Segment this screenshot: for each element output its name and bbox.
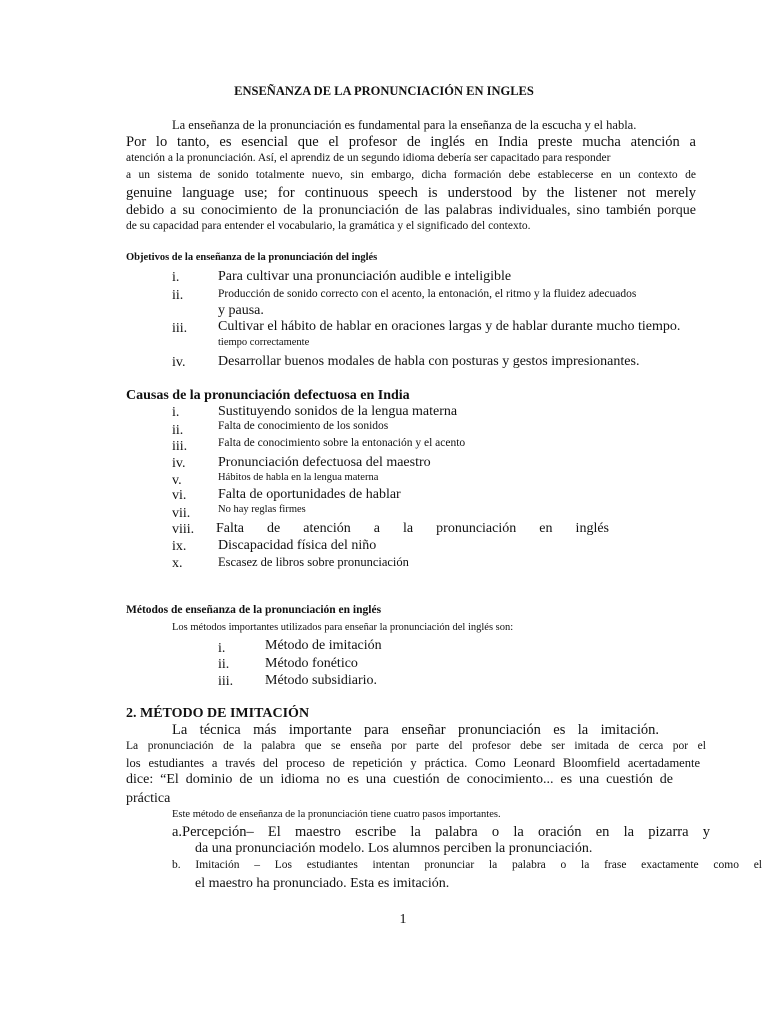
objetivos-heading: Objetivos de la enseñanza de la pronunciación del inglés [126,252,378,263]
objetivo-text-2: Producción de sonido correcto con el acento, la entonación, el ritmo y la fluidez adecuados [218,288,637,300]
metodo-num-1: i. [218,641,226,656]
causa-text-10: Escasez de libros sobre pronunciación [218,555,409,569]
objetivo-text-4: Desarrollar buenos modales de habla con posturas y gestos impresionantes. [218,354,640,369]
document-title: ENSEÑANZA DE LA PRONUNCIACIÓN EN INGLES [234,84,534,98]
objetivo-num-3: iii. [172,321,188,336]
causa-text-1: Sustituyendo sonidos de la lengua materna [218,404,458,419]
causa-num-1: i. [172,405,180,420]
imitacion-line-1: La técnica más importante para enseñar pronunciación es la imitación. [172,722,659,738]
paso-percepcion: a.Percepción– El maestro escribe la palabra o la oración en la pizarra y [172,824,710,840]
page-number: 1 [399,912,407,927]
causa-text-7: No hay reglas firmes [218,504,306,515]
paso-percepcion-cont: da una pronunciación modelo. Los alumnos perciben la pronunciación. [195,841,593,856]
imitacion-heading: 2. MÉTODO DE IMITACIÓN [126,706,310,721]
causa-num-3: iii. [172,439,188,454]
metodos-intro: Los métodos importantes utilizados para enseñar la pronunciación del inglés son: [172,622,514,633]
metodo-num-2: ii. [218,657,230,672]
objetivo-cont-3: tiempo correctamente [218,337,310,348]
causa-num-10: x. [172,556,183,571]
imitacion-line-2: La pronunciación de la palabra que se enseña por parte del profesor debe ser imitada de cerca por el [126,740,706,752]
causa-text-3: Falta de conocimiento sobre la entonación y el acento [218,437,466,449]
imitacion-line-6: Este método de enseñanza de la pronunciación tiene cuatro pasos importantes. [172,809,501,820]
causa-num-4: iv. [172,456,186,471]
metodo-text-1: Método de imitación [265,638,382,653]
causa-num-5: v. [172,473,182,488]
causa-num-9: ix. [172,539,187,554]
paso-imitacion: b. Imitación – Los estudiantes intentan pronunciar la palabra o la frase exactamente como el [172,859,762,871]
intro-line-6: debido a su conocimiento de la pronunciación de las palabras individuales, sino también porque [126,203,696,218]
paso-imitacion-cont: el maestro ha pronunciado. Esta es imitación. [195,876,450,891]
causa-text-9: Discapacidad física del niño [218,538,377,553]
intro-line-1: La enseñanza de la pronunciación es fundamental para la enseñanza de la escucha y el habla. [172,118,637,132]
causa-text-5: Hábitos de habla en la lengua materna [218,472,379,483]
intro-line-4: a un sistema de sonido totalmente nuevo, sin embargo, dicha formación debe establecerse en un contexto de [126,169,696,181]
objetivo-text-1: Para cultivar una pronunciación audible e inteligible [218,269,512,284]
metodo-text-3: Método subsidiario. [265,673,377,688]
objetivo-cont-2: y pausa. [218,303,264,318]
intro-line-5: genuine language use; for continuous speech is understood by the listener not merely [126,185,696,201]
causa-text-2: Falta de conocimiento de los sonidos [218,420,389,432]
intro-line-7: de su capacidad para entender el vocabulario, la gramática y el significado del contexto. [126,220,531,232]
objetivo-num-1: i. [172,270,180,285]
imitacion-line-4: dice: “El dominio de un idioma no es una cuestión de conocimiento... es una cuestión de [126,772,673,787]
objetivo-text-3: Cultivar el hábito de hablar en oraciones largas y de hablar durante mucho tiempo. [218,319,681,334]
metodos-heading: Métodos de enseñanza de la pronunciación en inglés [126,604,382,616]
causa-text-6: Falta de oportunidades de hablar [218,487,401,502]
imitacion-line-5: práctica [126,791,171,806]
causa-text-4: Pronunciación defectuosa del maestro [218,455,431,470]
causa-num-2: ii. [172,423,184,438]
intro-line-3: atención a la pronunciación. Así, el aprendiz de un segundo idioma debería ser capacitado para responder [126,152,611,164]
intro-line-2: Por lo tanto, es esencial que el profesor de inglés en India preste mucha atención a [126,134,696,150]
metodo-text-2: Método fonético [265,656,358,671]
causa-text-8: Falta de atención a la pronunciación en inglés [216,521,609,536]
causa-num-6: vi. [172,488,187,503]
causa-num-7: vii. [172,506,191,521]
causa-num-8: viii. [172,522,195,537]
objetivo-num-4: iv. [172,355,186,370]
imitacion-line-3: los estudiantes a través del proceso de repetición y práctica. Como Leonard Bloomfield acertadamente [126,756,700,770]
causas-heading: Causas de la pronunciación defectuosa en India [126,388,410,403]
metodo-num-3: iii. [218,674,234,689]
objetivo-num-2: ii. [172,288,184,303]
